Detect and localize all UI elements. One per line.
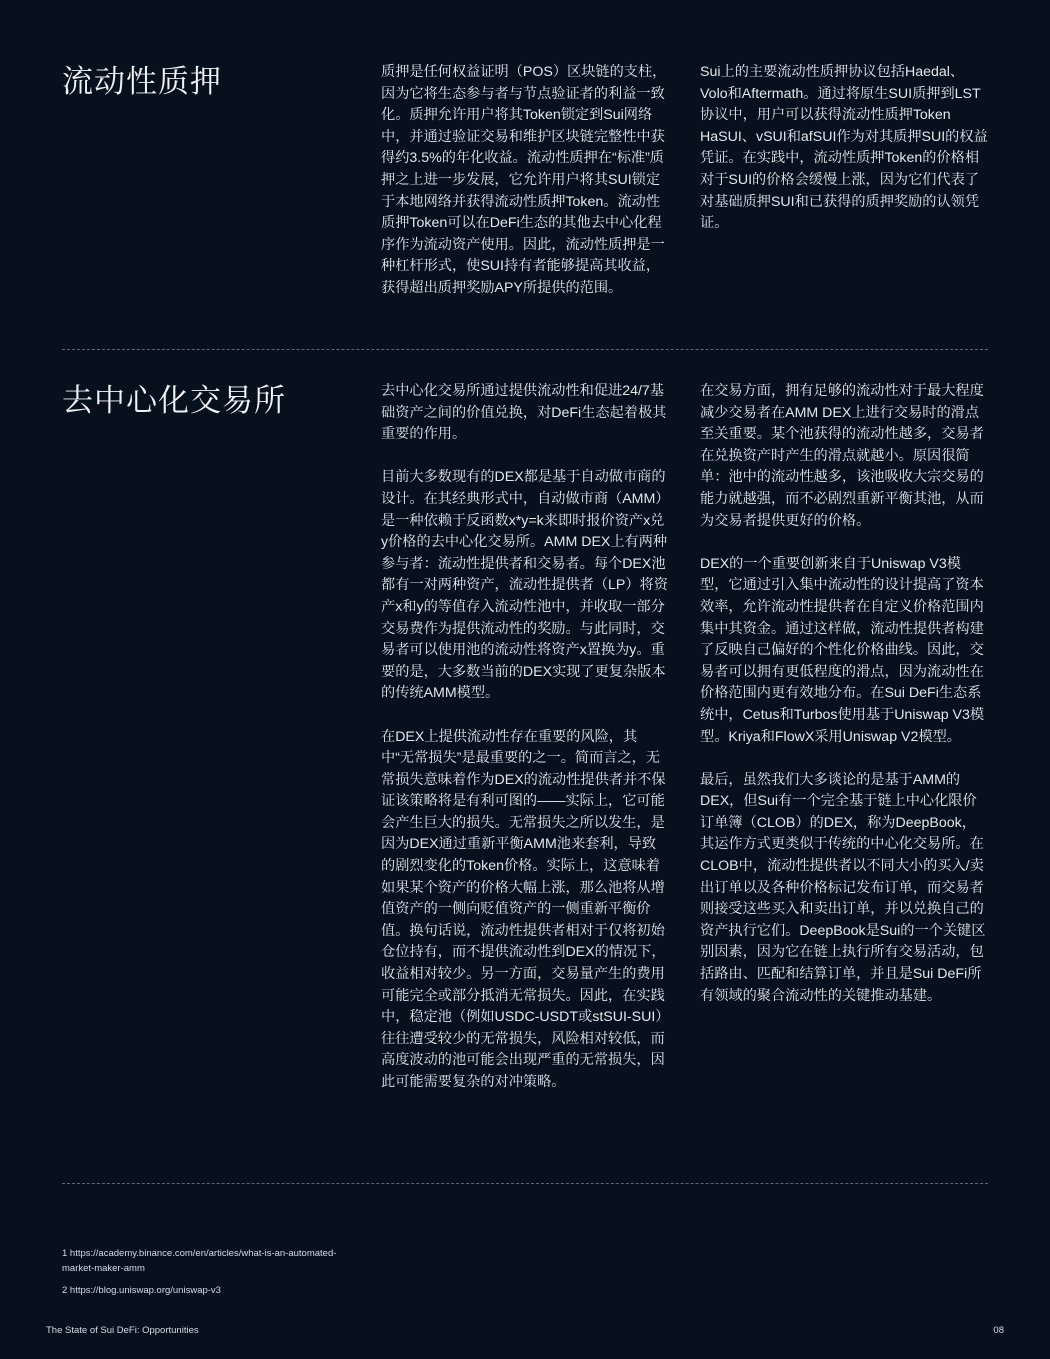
section-title: 流动性质押 xyxy=(62,64,222,99)
paragraph: 在DEX上提供流动性存在重要的风险，其中“无常损失”是最重要的之一。简而言之，无常损失意味着作为DEX的流动性提供者并不保证该策略将是有利可图的——实际上，它可能会产生巨大的损失。无常损失之所以发生，是因为DEX通过重新平衡AMM池来套利，导致的剧烈变化的Token价格。实际上，这意味着如果某个资产的价格大幅上涨，那么池将从增值资产的一侧向贬值资产的一侧重新平衡价值。换句话说，流动性提供者相对于仅将初始仓位持有，而不提供流动性到DEX的情况下，收益相对较少。另一方面，交易量产生的费用可能完全或部分抵消无常损失。因此，在实践中，稳定池（例如USDC-USDT或stSUI-SUI）往往遭受较少的无常损失，风险相对较低，而高度波动的池可能会出现严重的无常损失，因此可能需要复杂的对冲策略。 xyxy=(381,728,666,1090)
paragraph: 在交易方面，拥有足够的流动性对于最大程度减少交易者在AMM DEX上进行交易时的滑点至关重要。某个池获得的流动性越多，交易者在兑换资产时产生的滑点就越小。原因很简单：池中的流动性越多，该池吸收大宗交易的能力就越强，而不必剧烈重新平衡其池，从而为交易者提供更好的价格。 xyxy=(700,383,984,529)
paragraph: 去中心化交易所通过提供流动性和促进24/7基础资产之间的价值兑换，对DeFi生态起着极其重要的作用。 xyxy=(381,383,667,443)
text-column-left xyxy=(381,381,669,1094)
paragraph: 最后，虽然我们大多谈论的是基于AMM的DEX，但Sui有一个完全基于链上中心化限价订单簿（CLOB）的DEX，称为DeepBook，其运作方式更类似于传统的中心化交易所。在CLOB中，流动性提供者以不同大小的买入/卖出订单以及各种价格标记发布订单，而交易者则接受这些买入和卖出订单，并以兑换自己的资产执行它们。DeepBook是Sui的一个关键区别因素，因为它在链上执行所有交易活动，包括路由、匹配和结算订单，并且是Sui DeFi所有领域的聚合流动性的关键推动基建。 xyxy=(700,771,986,1004)
footnote: 2 https://blog.uniswap.org/uniswap-v3 xyxy=(62,1285,221,1296)
section-divider xyxy=(62,1183,988,1184)
paragraph: DEX的一个重要创新来自于Uniswap V3模型，它通过引入集中流动性的设计提高了资本效率，允许流动性提供者在自定义价格范围内集中其资金。通过这样做，流动性提供者构建了反映自己偏好的个性化价格曲线。因此，交易者可以拥有更低程度的滑点，因为流动性在价格范围内更有效地分布。在Sui DeFi生态系统中，Cetus和Turbos使用基于Uniswap V3模型。Kriya和FlowX采用Uniswap V2模型。 xyxy=(700,555,985,745)
paragraph: 质押是任何权益证明（POS）区块链的支柱，因为它将生态参与者与节点验证者的利益一致化。质押允许用户将其Token锁定到Sui网络中，并通过验证交易和维护区块链完整性中获得约3.5%的年化收益。流动性质押在“标准”质押之上进一步发展，它允许用户将其SUI锁定于本地网络并获得流动性质押Token。流动性质押Token可以在DeFi生态的其他去中心化程序作为流动资产使用。因此，流动性质押是一种杠杆形式，使SUI持有者能够提高其收益，获得超出质押奖励APY所提供的范围。 xyxy=(381,64,667,296)
section-title: 去中心化交易所 xyxy=(62,383,286,418)
footnote: 1 https://academy.binance.com/en/articles/what-is-an-automated-market-maker-amm xyxy=(62,1248,337,1274)
footnotes xyxy=(62,1246,362,1305)
text-column-right xyxy=(700,62,988,235)
footer-title: The State of Sui DeFi: Opportunities xyxy=(46,1325,199,1336)
paragraph: Sui上的主要流动性质押协议包括Haedal、Volo和Aftermath。通过将原生SUI质押到LST协议中，用户可以获得流动性质押Token HaSUI、vSUI和afSUI作为对其质押SUI的权益凭证。在实践中，流动性质押Token的价格相对于SUI的价格会缓慢上涨，因为它们代表了对基础质押SUI和已获得的质押奖励的认领凭证。 xyxy=(700,64,988,232)
text-column-left xyxy=(381,62,669,300)
page-number: 08 xyxy=(993,1325,1004,1336)
text-column-right xyxy=(700,381,988,1007)
section-divider xyxy=(62,349,988,350)
paragraph: 目前大多数现有的DEX都是基于自动做市商的设计。在其经典形式中，自动做市商（AMM）是一种依赖于反函数x*y=k来即时报价资产x兑y价格的去中心化交易所。AMM DEX上有两种参与者：流动性提供者和交易者。每个DEX池都有一对两种资产，流动性提供者（LP）将资产x和y的等值存入流动性池中，并收取一部分交易费作为提供流动性的奖励。与此同时，交易者可以使用池的流动性将资产x置换为y。重要的是，大多数当前的DEX实现了更复杂版本的传统AMM模型。 xyxy=(381,469,668,702)
